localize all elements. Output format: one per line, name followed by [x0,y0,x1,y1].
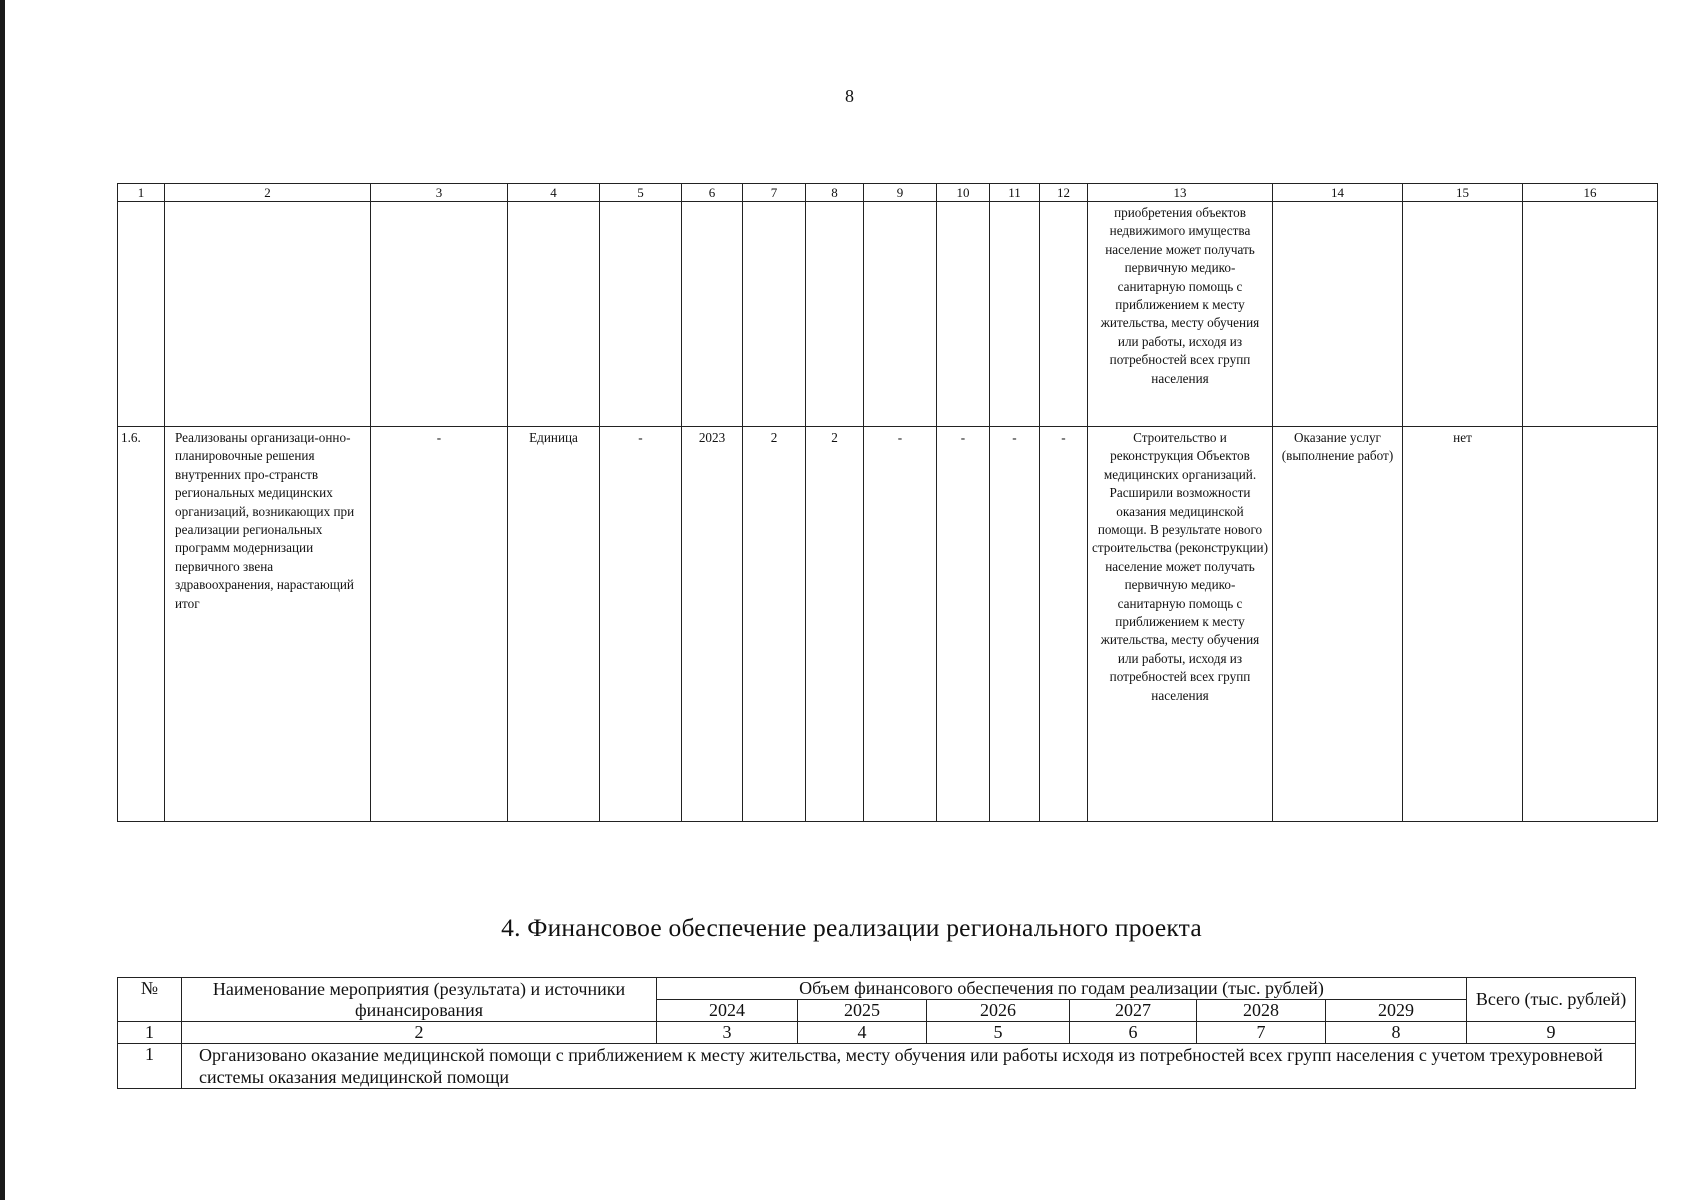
continuation-row [118,202,1658,427]
col-number: 3 [657,1022,798,1044]
result-type-cell: Оказание услуг (выполнение работ) [1273,427,1403,822]
col-number: 7 [1197,1022,1326,1044]
header-name: Наименование мероприятия (результата) и источники финансирования [182,978,657,1022]
col-number: 8 [806,184,864,202]
finance-header-row [118,978,1636,1000]
cell-col5: - [600,427,682,822]
table-row [118,1044,1636,1089]
base-year-cell: 2023 [682,427,743,822]
event-description: Организовано оказание медицинской помощи с приближением к месту жительства, месту обучения или работы исходя из потребностей всех групп населения с учетом трехуровневой системы оказания медицинской помощи [182,1044,1636,1089]
cell-col12: - [1040,427,1088,822]
col-number: 1 [118,1022,182,1044]
col-number: 9 [864,184,937,202]
results-header-row [118,184,1658,202]
finance-colnum-row [118,1022,1636,1044]
year-header: 2027 [1070,1000,1197,1022]
col-number: 14 [1273,184,1403,202]
cell-col8: 2 [806,427,864,822]
col-number: 9 [1467,1022,1636,1044]
col-number: 2 [182,1022,657,1044]
row-number: 1.6. [118,427,165,822]
col-number: 1 [118,184,165,202]
col-number: 2 [165,184,371,202]
header-total: Всего (тыс. рублей) [1467,978,1636,1022]
section-title: 4. Финансовое обеспечение реализации регионального проекта [501,913,1202,942]
cell-col7: 2 [743,427,806,822]
cell-col9: - [864,427,937,822]
cell-col11: - [990,427,1040,822]
results-table [117,183,1658,822]
header-number: № [118,978,182,1022]
row-number: 1 [118,1044,182,1089]
col-number: 4 [798,1022,927,1044]
col-number: 3 [371,184,508,202]
cell-col15: нет [1403,427,1523,822]
header-volume: Объем финансового обеспечения по годам реализации (тыс. рублей) [657,978,1467,1000]
cell-col16 [1523,427,1658,822]
year-header: 2026 [927,1000,1070,1022]
col-number: 15 [1403,184,1523,202]
col-number: 5 [927,1022,1070,1044]
result-description: Строительство и реконструкция Объектов медицинских организаций. Расширили возможности оказания медицинской помощи. В результате нового строительства (реконструкции) население может получать первичную медико-санитарную помощь с приближением к месту жительства, месту обучения или работы, исходя из потребностей всех групп населения [1088,427,1273,822]
col-number: 7 [743,184,806,202]
col-number: 6 [1070,1022,1197,1044]
continuation-description: приобретения объектов недвижимого имущества население может получать первичную медико-санитарную помощь с приближением к месту жительства, месту обучения или работы, исходя из потребностей всех групп населения [1088,202,1273,427]
year-header: 2029 [1326,1000,1467,1022]
col-number: 16 [1523,184,1658,202]
col-number: 8 [1326,1022,1467,1044]
unit-cell: Единица [508,427,600,822]
year-header: 2024 [657,1000,798,1022]
table-row [118,427,1658,822]
cell-col10: - [937,427,990,822]
col-number: 13 [1088,184,1273,202]
cell-col3: - [371,427,508,822]
col-number: 10 [937,184,990,202]
col-number: 6 [682,184,743,202]
scan-left-edge [0,0,5,1200]
finance-table [117,977,1636,1089]
page-number: 8 [845,86,854,106]
result-name: Реализованы организаци-онно-планировочные решения внутренних про-странств региональных медицинских организаций, возникающих при реализации региональных программ модернизации первичного звена здравоохранения, нарастающий итог [165,427,371,822]
year-header: 2028 [1197,1000,1326,1022]
col-number: 12 [1040,184,1088,202]
col-number: 5 [600,184,682,202]
col-number: 11 [990,184,1040,202]
col-number: 4 [508,184,600,202]
year-header: 2025 [798,1000,927,1022]
